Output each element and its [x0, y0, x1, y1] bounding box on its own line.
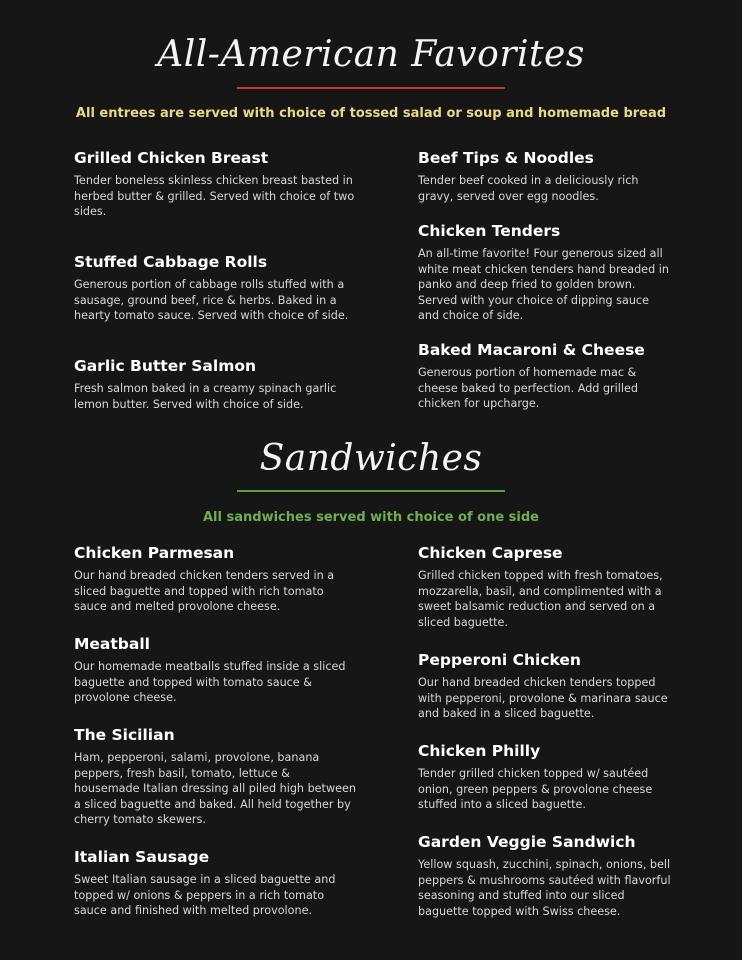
menu-item [418, 222, 672, 324]
menu-item [74, 635, 356, 706]
sandwiches-divider [237, 490, 505, 492]
item-name: Baked Macaroni & Cheese [418, 341, 645, 359]
menu-item [418, 651, 672, 722]
menu-item [418, 149, 672, 204]
menu-item [418, 742, 672, 813]
item-name: Chicken Philly [418, 742, 541, 760]
item-description: Tender beef cooked in a deliciously rich gravy, served over egg noodles. [418, 174, 639, 203]
menu-item [74, 357, 356, 412]
item-description: Yellow squash, zucchini, spinach, onions, bell peppers & mushrooms sautéed with flavorful seasoning and stuffed into our sliced baguette topped with Swiss cheese. [418, 858, 671, 918]
item-name: Garlic Butter Salmon [74, 357, 257, 375]
menu-item [418, 833, 672, 919]
item-description: Ham, pepperoni, salami, provolone, banana peppers, fresh basil, tomato, lettuce & housemade Italian dressing all piled high between a sliced baguette and baked. All held together by cherry tomato skewers. [74, 751, 356, 826]
menu-item [74, 149, 356, 220]
sandwiches-subtitle: All sandwiches served with choice of one side [203, 510, 539, 525]
item-name: Pepperoni Chicken [418, 651, 581, 669]
menu-item [74, 544, 356, 615]
item-description: Grilled chicken topped with fresh tomatoes, mozzarella, basil, and complimented with a sweet balsamic reduction and served on a sliced baguette. [418, 569, 663, 629]
item-description: Generous portion of homemade mac & cheese baked to perfection. Add grilled chicken for upcharge. [418, 366, 638, 410]
item-description: Tender boneless skinless chicken breast basted in herbed butter & grilled. Served with choice of two sides. [74, 174, 355, 218]
item-name: Garden Veggie Sandwich [418, 833, 636, 851]
item-description: Our hand breaded chicken tenders served in a sliced baguette and topped with rich tomato sauce and melted provolone cheese. [74, 569, 335, 613]
item-description: Fresh salmon baked in a creamy spinach garlic lemon butter. Served with choice of side. [74, 382, 337, 411]
item-name: Beef Tips & Noodles [418, 149, 594, 167]
menu-item [74, 848, 356, 919]
item-description: Generous portion of cabbage rolls stuffed with a sausage, ground beef, rice & herbs. Baked in a hearty tomato sauce. Served with choice of side. [74, 278, 349, 322]
item-name: Chicken Parmesan [74, 544, 235, 562]
favorites-title: All-American Favorites [157, 34, 585, 75]
item-description: Sweet Italian sausage in a sliced baguette and topped w/ onions & peppers in a rich tomato sauce and finished with melted provolone. [74, 873, 336, 917]
menu-item [418, 341, 672, 412]
item-description: Our homemade meatballs stuffed inside a sliced baguette and topped with tomato sauce & provolone cheese. [74, 660, 346, 704]
item-name: Chicken Caprese [418, 544, 563, 562]
item-description: Tender grilled chicken topped w/ sautéed onion, green peppers & provolone cheese stuffed into a sliced baguette. [418, 767, 653, 811]
favorites-divider [237, 87, 505, 89]
sandwiches-title: Sandwiches [259, 438, 483, 479]
menu-item [74, 253, 356, 324]
item-name: Grilled Chicken Breast [74, 149, 269, 167]
favorites-subtitle: All entrees are served with choice of tossed salad or soup and homemade bread [75, 106, 667, 121]
menu-item [418, 544, 672, 630]
item-name: Meatball [74, 635, 150, 653]
item-name: Chicken Tenders [418, 222, 561, 240]
menu-item [74, 726, 356, 828]
item-description: An all-time favorite! Four generous sized all white meat chicken tenders hand breaded in panko and deep fried to golden brown. Served with your choice of dipping sauce and choice of side. [418, 247, 669, 322]
item-name: The Sicilian [74, 726, 175, 744]
item-name: Stuffed Cabbage Rolls [74, 253, 268, 271]
item-description: Our hand breaded chicken tenders topped with pepperoni, provolone & marinara sauce and baked in a sliced baguette. [418, 676, 668, 720]
item-name: Italian Sausage [74, 848, 210, 866]
